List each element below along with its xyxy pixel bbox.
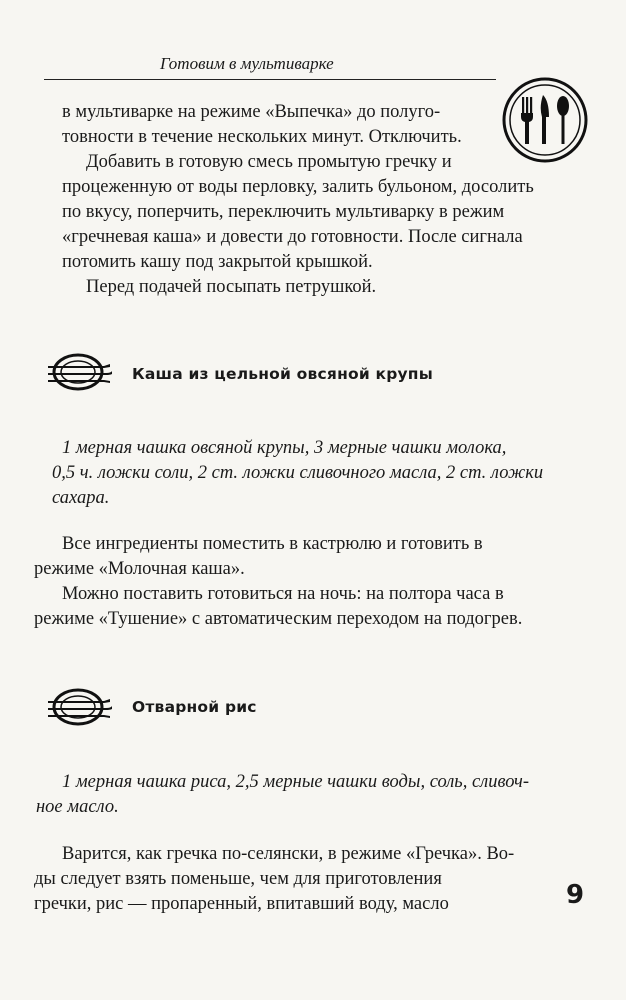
cutlery-emblem-icon <box>500 75 590 165</box>
text-line: Все ингредиенты поместить в кастрюлю и готовить в <box>62 534 483 554</box>
header-rule <box>44 79 496 80</box>
text-line: Варится, как гречка по-селянски, в режиме «Гречка». Во- <box>62 844 515 864</box>
page-number: 9 <box>566 880 585 910</box>
text-line: по вкусу, поперчить, переключить мультиварку в режим <box>62 202 505 222</box>
text-line: потомить кашу под закрытой крышкой. <box>62 252 373 272</box>
plate-cutlery-icon <box>44 687 114 727</box>
text-line: в мультиварке на режиме «Выпечка» до полуго- <box>62 102 441 122</box>
text-line: Можно поставить готовиться на ночь: на полтора часа в <box>62 584 504 604</box>
plate-cutlery-icon <box>44 352 114 392</box>
text-line: 0,5 ч. ложки соли, 2 ст. ложки сливочного масла, 2 ст. ложки <box>52 463 544 483</box>
text-line: гречки, рис — пропаренный, впитавший воду, масло <box>34 894 449 914</box>
running-header-title: Готовим в мультиварке <box>160 54 334 73</box>
text-line: ды следует взять поменьше, чем для приготовления <box>34 869 442 889</box>
text-line: 1 мерная чашка овсяной крупы, 3 мерные чашки молока, <box>62 438 507 458</box>
text-line: режиме «Молочная каша». <box>34 559 245 579</box>
text-line: Перед подачей посыпать петрушкой. <box>86 277 377 297</box>
text-line: режиме «Тушение» с автоматическим переходом на подогрев. <box>34 609 523 629</box>
recipe-title-oat-porridge: Каша из цельной овсяной крупы <box>132 365 433 383</box>
text-line: ное масло. <box>36 797 119 817</box>
text-line: процеженную от воды перловку, залить бульоном, досолить <box>62 177 534 197</box>
text-line: Добавить в готовую смесь промытую гречку и <box>86 152 452 172</box>
recipe-title-boiled-rice: Отварной рис <box>132 698 257 716</box>
text-line: 1 мерная чашка риса, 2,5 мерные чашки воды, соль, сливоч- <box>62 772 530 792</box>
text-line: «гречневая каша» и довести до готовности. После сигнала <box>62 227 523 247</box>
text-line: сахара. <box>52 488 110 508</box>
text-line: товности в течение нескольких минут. Отключить. <box>62 127 462 147</box>
